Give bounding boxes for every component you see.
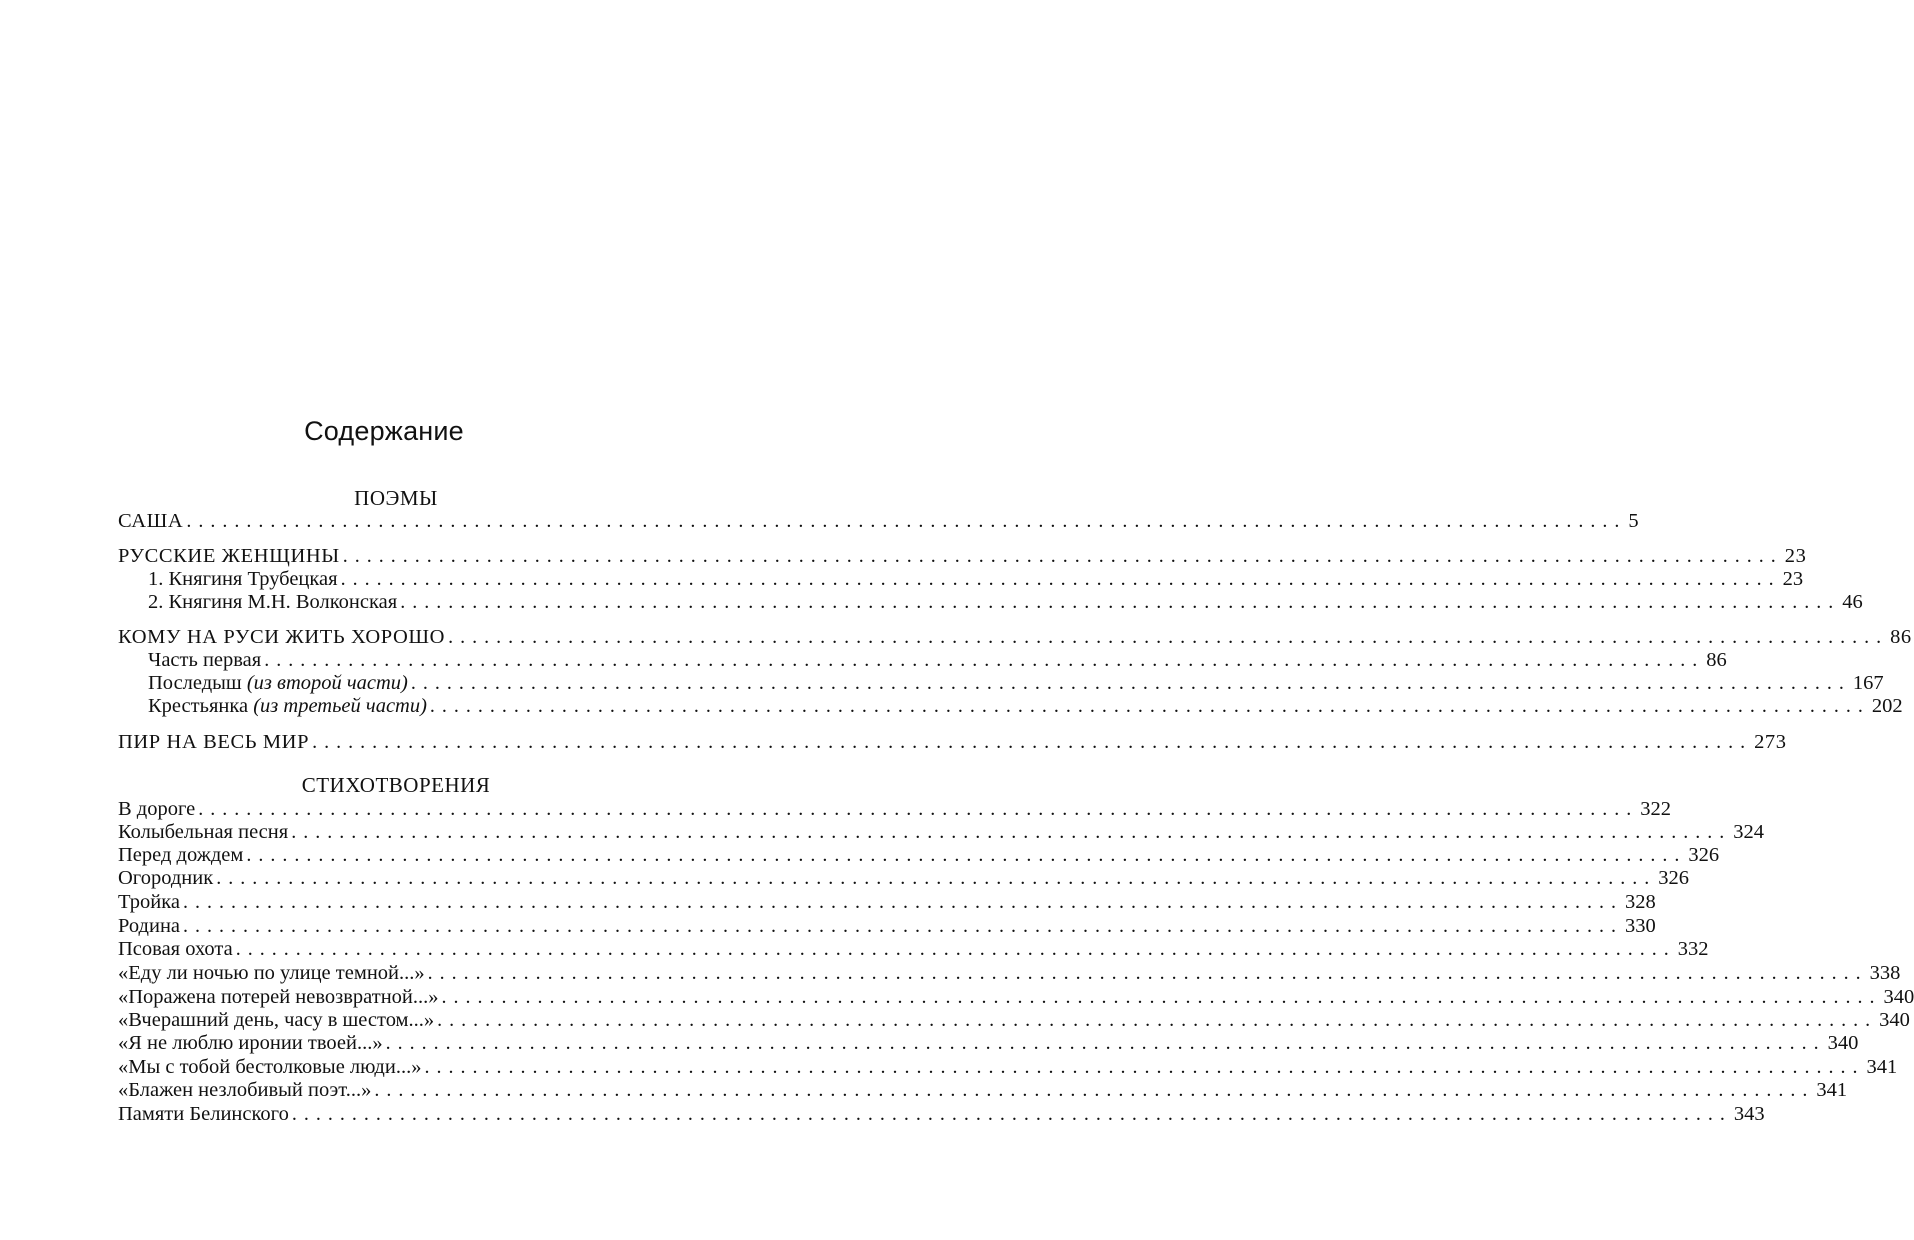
toc-leader-dots: ........................................................................................................................	[186, 510, 1627, 532]
toc-entry-title: Последыш	[148, 672, 242, 694]
toc-entry-title: Огородник	[118, 867, 214, 889]
toc-leader-dots: ........................................................................................................................	[400, 591, 1841, 613]
toc-entry[interactable]	[118, 544, 1807, 568]
toc-entry-title: Псовая охота	[118, 938, 233, 960]
toc-leader-dots: ........................................................................................................................	[448, 626, 1889, 648]
toc-entry-page: 340	[1879, 1009, 1910, 1031]
toc-entry-page: 326	[1688, 844, 1720, 866]
toc-leader-dots: ........................................................................................................................	[291, 1103, 1732, 1125]
toc-entry-title: «Я не люблю иронии твоей...»	[118, 1032, 383, 1054]
toc-entry-title: «Мы с тобой бестолковые люди...»	[118, 1056, 422, 1078]
toc-entry[interactable]	[148, 590, 1863, 614]
toc-entry-page: 340	[1827, 1032, 1859, 1054]
toc-entry[interactable]	[118, 509, 1640, 533]
toc-entry[interactable]	[118, 961, 1901, 985]
toc-entry[interactable]	[148, 671, 1884, 695]
toc-entry-page: 341	[1816, 1079, 1848, 1101]
toc-entry-title: САША	[118, 510, 184, 532]
toc-entry-page: 341	[1866, 1056, 1898, 1078]
toc-leader-dots: ........................................................................................................................	[291, 821, 1732, 843]
section-heading-poems-lyric: СТИХОТВОРЕНИЯ	[301, 773, 491, 797]
toc-leader-dots: ........................................................................................................................	[427, 962, 1868, 984]
toc-leader-dots: ........................................................................................................................	[340, 568, 1781, 590]
toc-entry-page: 23	[1784, 545, 1807, 567]
toc-leader-dots: ........................................................................................................................	[424, 1056, 1865, 1078]
toc-entry-page: 328	[1624, 891, 1656, 913]
toc-leader-dots: ........................................................................................................................	[437, 1009, 1878, 1031]
toc-entry[interactable]	[118, 1102, 1765, 1126]
toc-entry[interactable]	[148, 694, 1903, 718]
toc-leader-dots: ........................................................................................................................	[441, 986, 1882, 1008]
toc-entry-page: 324	[1733, 821, 1764, 843]
toc-entry-title: РУССКИЕ ЖЕНЩИНЫ	[118, 545, 340, 567]
toc-entry-title: ПИР НА ВЕСЬ МИР	[118, 731, 310, 753]
toc-entry-page: 326	[1658, 867, 1689, 889]
toc-entry-title: Часть первая	[148, 649, 262, 671]
toc-entry[interactable]	[118, 797, 1671, 821]
toc-leader-dots: ........................................................................................................................	[312, 731, 1753, 753]
toc-leader-dots: ........................................................................................................................	[264, 649, 1705, 671]
toc-entry-page: 273	[1754, 731, 1787, 753]
toc-entry-title: Тройка	[118, 891, 180, 913]
toc-leader-dots: ........................................................................................................................	[183, 915, 1624, 937]
toc-entry-page: 330	[1625, 915, 1656, 937]
toc-leader-dots: ........................................................................................................................	[410, 672, 1851, 694]
toc-entry[interactable]	[118, 1008, 1910, 1032]
toc-entry-title: «Поражена потерей невозвратной...»	[118, 986, 439, 1008]
toc-entry[interactable]	[118, 890, 1656, 914]
toc-entry-title: КОМУ НА РУСИ ЖИТЬ ХОРОШО	[118, 626, 446, 648]
toc-entry[interactable]	[118, 1078, 1848, 1102]
toc-entry[interactable]	[118, 985, 1914, 1009]
toc-entry-title: «Еду ли ночью по улице темной...»	[118, 962, 425, 984]
toc-entry-page: 202	[1871, 695, 1903, 717]
toc-entry-page: 86	[1706, 649, 1727, 671]
toc-entry-title: Родина	[118, 915, 181, 937]
toc-entry-page: 5	[1628, 510, 1640, 532]
toc-entry-page: 167	[1852, 672, 1884, 694]
toc-entry-title: Крестьянка	[148, 695, 249, 717]
toc-entry-title: Колыбельная песня	[118, 821, 289, 843]
toc-entry-page: 340	[1883, 986, 1914, 1008]
toc-entry-subtitle: (из второй части)	[246, 672, 408, 694]
toc-entry-page: 322	[1640, 798, 1671, 820]
toc-entry-title: Перед дождем	[118, 844, 244, 866]
toc-entry-title: 2. Княгиня М.Н. Волконская	[148, 591, 398, 613]
toc-entry[interactable]	[118, 1055, 1898, 1079]
toc-entry[interactable]	[148, 648, 1727, 672]
toc-entry[interactable]	[118, 1031, 1859, 1055]
toc-entry-title: «Вчерашний день, часу в шестом...»	[118, 1009, 435, 1031]
toc-entry-page: 86	[1890, 626, 1912, 648]
toc-leader-dots: ........................................................................................................................	[198, 798, 1639, 820]
toc-leader-dots: ........................................................................................................................	[342, 545, 1783, 567]
toc-leader-dots: ........................................................................................................................	[429, 695, 1870, 717]
toc-entry-page: 23	[1782, 568, 1804, 590]
toc-entry[interactable]	[118, 820, 1764, 844]
toc-entry[interactable]	[118, 937, 1709, 961]
section-heading-poems: ПОЭМЫ	[354, 486, 438, 510]
page-title: Содержание	[304, 416, 464, 446]
toc-leader-dots: ........................................................................................................................	[246, 844, 1687, 866]
toc-entry-title: Памяти Белинского	[118, 1103, 289, 1125]
toc-entry-title: 1. Княгиня Трубецкая	[148, 568, 338, 590]
toc-entry[interactable]	[148, 567, 1804, 591]
toc-entry-title: «Блажен незлобивый поэт...»	[118, 1079, 372, 1101]
toc-entry[interactable]	[118, 843, 1720, 867]
toc-entry-subtitle: (из третьей части)	[253, 695, 427, 717]
toc-entry-page: 343	[1733, 1103, 1765, 1125]
toc-leader-dots: ........................................................................................................................	[182, 891, 1623, 913]
toc-leader-dots: ........................................................................................................................	[385, 1032, 1826, 1054]
toc-entry-page: 332	[1677, 938, 1709, 960]
toc-leader-dots: ........................................................................................................................	[374, 1079, 1815, 1101]
toc-entry[interactable]	[118, 866, 1689, 890]
toc-leader-dots: ........................................................................................................................	[216, 867, 1657, 889]
toc-entry[interactable]	[118, 730, 1787, 754]
toc-entry[interactable]	[118, 625, 1912, 649]
toc-entry-page: 46	[1842, 591, 1863, 613]
toc-leader-dots: ........................................................................................................................	[235, 938, 1676, 960]
toc-entry-page: 338	[1869, 962, 1901, 984]
toc-entry-title: В дороге	[118, 798, 196, 820]
toc-entry[interactable]	[118, 914, 1656, 938]
